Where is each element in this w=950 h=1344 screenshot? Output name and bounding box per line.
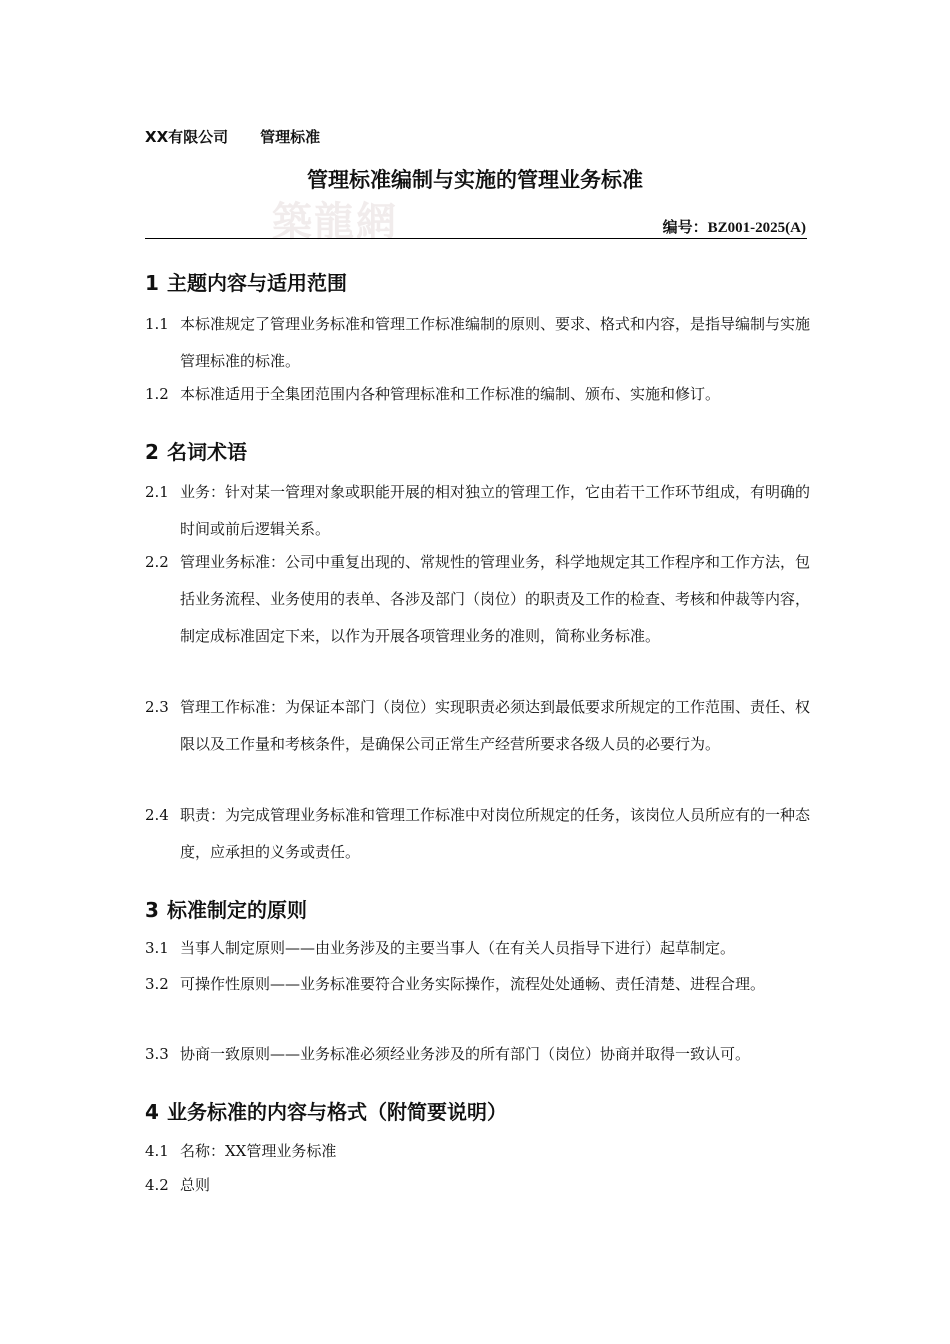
watermark: 築龍網: [272, 198, 398, 245]
header-divider: [145, 238, 807, 239]
clause-item: [145, 966, 813, 1003]
section-heading: [145, 1096, 507, 1125]
clause-item: [145, 474, 813, 548]
clause-text: 名称：XX管理业务标准: [180, 1142, 337, 1160]
section-number: 1: [145, 271, 159, 295]
document-title: 管理标准编制与实施的管理业务标准: [307, 168, 643, 192]
section-heading: [145, 894, 307, 923]
document-number: 编号：BZ001-2025(A): [662, 220, 806, 236]
clause-text: 业务：针对某一管理对象或职能开展的相对独立的管理工作，它由若干工作环节组成，有明确的时间或前后逻辑关系。: [180, 483, 811, 538]
clause-number: 2.3: [145, 698, 169, 716]
section-heading: [145, 436, 247, 465]
clause-item: [145, 689, 813, 763]
clause-number: 3.1: [145, 939, 169, 957]
company-name: XX有限公司: [145, 128, 229, 146]
clause-number: 3.2: [145, 975, 169, 993]
section-heading: [145, 267, 347, 296]
clause-text: 职责：为完成管理业务标准和管理工作标准中对岗位所规定的任务，该岗位人员所应有的一种态度，应承担的义务或责任。: [180, 806, 811, 861]
clause-item: [145, 544, 813, 655]
section-title: 主题内容与适用范围: [167, 271, 347, 295]
clause-number: 1.1: [145, 315, 169, 333]
clause-item: [145, 306, 813, 380]
clause-text: 本标准适用于全集团范围内各种管理标准和工作标准的编制、颁布、实施和修订。: [180, 385, 721, 403]
section-number: 4: [145, 1100, 159, 1124]
clause-item: [145, 1036, 813, 1073]
clause-text: 可操作性原则——业务标准要符合业务实际操作，流程处处通畅、责任清楚、进程合理。: [180, 975, 766, 993]
section-title: 业务标准的内容与格式（附简要说明）: [167, 1100, 507, 1124]
standard-type: 管理标准: [260, 128, 321, 146]
section-number: 3: [145, 898, 159, 922]
clause-item: [145, 376, 813, 413]
clause-number: 2.2: [145, 553, 169, 571]
clause-item: [145, 1167, 813, 1204]
section-title: 标准制定的原则: [167, 898, 307, 922]
clause-number: 3.3: [145, 1045, 169, 1063]
clause-number: 2.1: [145, 483, 169, 501]
clause-text: 当事人制定原则——由业务涉及的主要当事人（在有关人员指导下进行）起草制定。: [180, 939, 736, 957]
section-title: 名词术语: [167, 440, 247, 464]
clause-number: 1.2: [145, 385, 169, 403]
clause-text: 总则: [180, 1176, 211, 1194]
clause-number: 4.1: [145, 1142, 169, 1160]
clause-item: [145, 930, 813, 967]
clause-text: 管理业务标准：公司中重复出现的、常规性的管理业务，科学地规定其工作程序和工作方法，包括业务流程、业务使用的表单、各涉及部门（岗位）的职责及工作的检查、考核和仲裁等内容，制定成标准固定下来，以作为开展各项管理业务的准则，简称业务标准。: [180, 553, 811, 645]
clause-number: 4.2: [145, 1176, 169, 1194]
clause-text: 管理工作标准：为保证本部门（岗位）实现职责必须达到最低要求所规定的工作范围、责任、权限以及工作量和考核条件，是确保公司正常生产经营所要求各级人员的必要行为。: [180, 698, 811, 753]
clause-item: [145, 1133, 813, 1170]
clause-number: 2.4: [145, 806, 169, 824]
company-header: [145, 126, 320, 147]
clause-text: 协商一致原则——业务标准必须经业务涉及的所有部门（岗位）协商并取得一致认可。: [180, 1045, 751, 1063]
clause-text: 本标准规定了管理业务标准和管理工作标准编制的原则、要求、格式和内容，是指导编制与实施管理标准的标准。: [180, 315, 811, 370]
section-number: 2: [145, 440, 159, 464]
clause-item: [145, 797, 813, 871]
